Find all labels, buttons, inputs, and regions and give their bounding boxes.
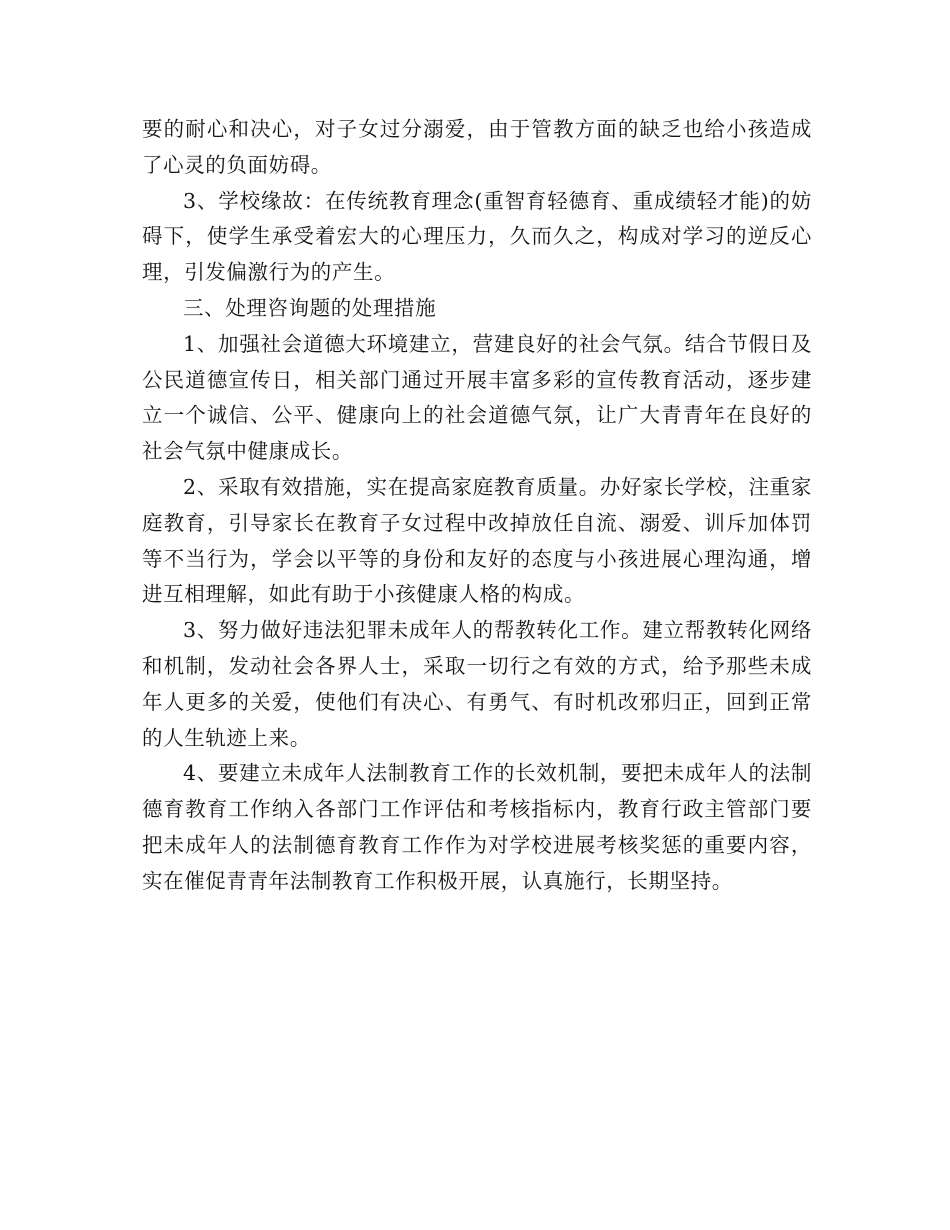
section-heading-measures: 三、处理咨询题的处理措施 — [183, 295, 437, 320]
paragraph-measure-4: 4、要建立未成年人法制教育工作的长效机制，要把未成年人的法制德育教育工作纳入各部门工作评估和考核指标内，教育行政主管部门要把未成年人的法制德育教育工作作为对学校进展考核奖惩的重要内容，实在催促青青年法制教育工作积极开展，认真施行，长期坚持。 — [142, 761, 812, 893]
document-body — [142, 112, 812, 900]
paragraph-continuation: 要的耐心和决心，对子女过分溺爱，由于管教方面的缺乏也给小孩造成了心灵的负面妨碍。 — [142, 117, 812, 177]
paragraph-school-reason: 3、学校缘故：在传统教育理念(重智育轻德育、重成绩轻才能)的妨碍下，使学生承受着宏大的心理压力，久而久之，构成对学习的逆反心理，引发偏激行为的产生。 — [142, 188, 812, 285]
paragraph-measure-2: 2、采取有效措施，实在提高家庭教育质量。办好家长学校，注重家庭教育，引导家长在教育子女过程中改掉放任自流、溺爱、训斥加体罚等不当行为，学会以平等的身份和友好的态度与小孩进展心理沟通，增进互相理解，如此有助于小孩健康人格的构成。 — [142, 474, 812, 607]
paragraph-measure-3: 3、努力做好违法犯罪未成年人的帮教转化工作。建立帮教转化网络和机制，发动社会各界人士，采取一切行之有效的方式，给予那些未成年人更多的关爱，使他们有决心、有勇气、有时机改邪归正，回到正常的人生轨迹上来。 — [142, 618, 812, 750]
paragraph-measure-1: 1、加强社会道德大环境建立，营建良好的社会气氛。结合节假日及公民道德宣传日，相关部门通过开展丰富多彩的宣传教育活动，逐步建立一个诚信、公平、健康向上的社会道德气氛，让广大青青年在良好的社会气氛中健康成长。 — [142, 331, 812, 464]
